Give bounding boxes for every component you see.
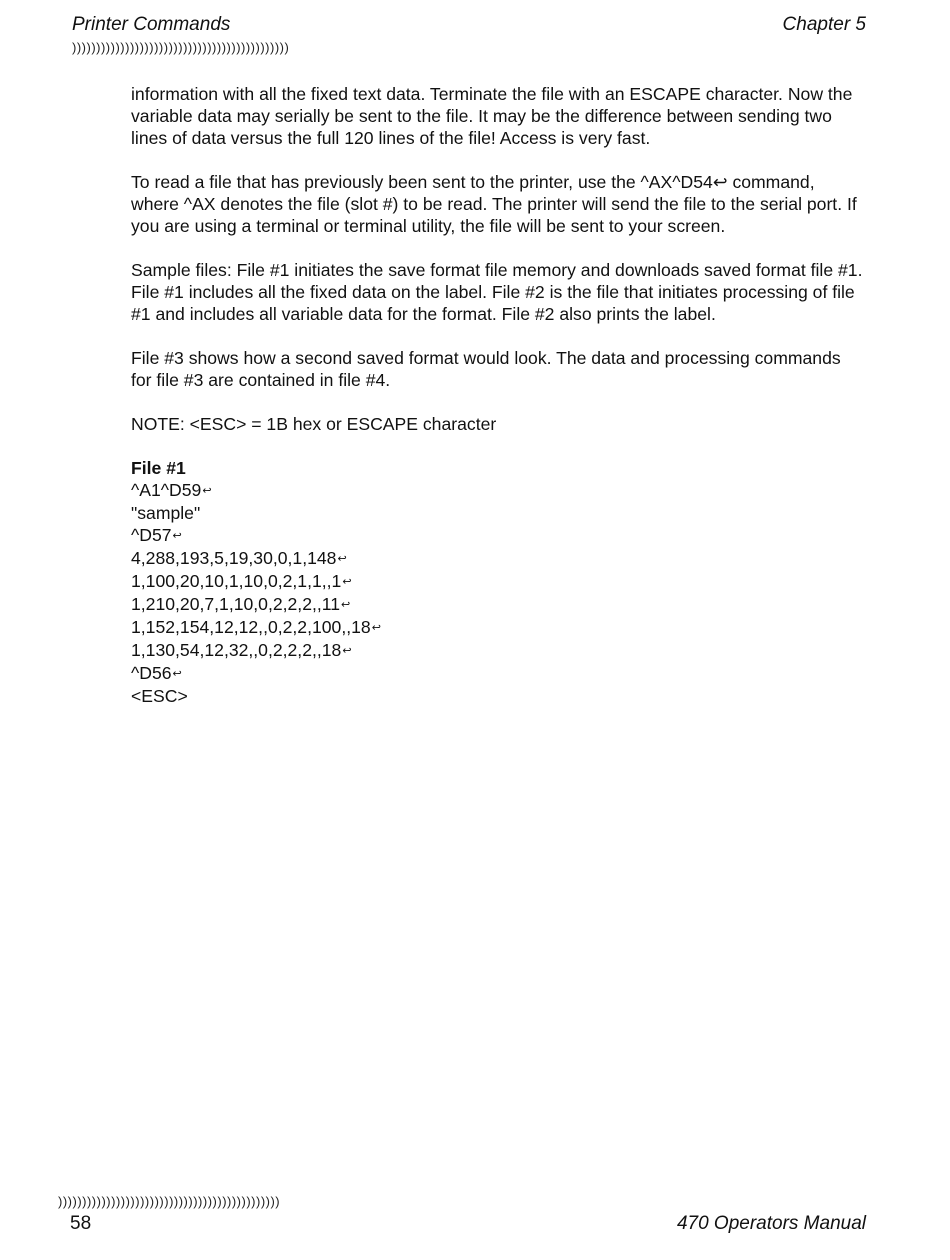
code-line [131,570,866,593]
chapter-section-title: Printer Commands [72,14,231,35]
code-line [131,502,866,524]
file1-listing [131,457,866,707]
code-line-text: ^A1^D59 [131,480,202,500]
page-body [131,83,866,707]
code-line [131,524,866,547]
note-paragraph: NOTE: <ESC> = 1B hex or ESCAPE character [131,414,497,434]
code-line-text: "sample" [131,503,201,523]
manual-title: 470 Operators Manual [676,1213,866,1234]
return-icon: ↩ [202,485,212,497]
return-icon: ↩ [337,553,347,565]
code-line-text: ^D56 [131,663,172,683]
code-line [131,593,866,616]
code-line [131,662,866,685]
code-line [131,639,866,662]
code-line-text: 1,100,20,10,1,10,0,2,1,1,,1 [131,571,342,591]
running-footer [70,1213,866,1237]
code-line [131,685,866,707]
footer-rule: )))))))))))))))))))))))))))))))))))))))))))))) [58,1194,281,1209]
code-line [131,616,866,639]
running-header [72,14,866,38]
paragraph: information with all the fixed text data. Terminate the file with an ESCAPE character. Now the variable data may serially be sent to the file. It may be the difference between sending two lines of data versus the full 120 lines of the file! Access is very fast. [131,84,853,148]
return-icon: ↩ [342,645,352,657]
header-rule: ))))))))))))))))))))))))))))))))))))))))))))) [72,40,290,55]
paragraph: To read a file that has previously been sent to the printer, use the ^AX^D54↩ command, where ^AX denotes the file (slot #) to be read. The printer will send the file to the serial port. If you are using a terminal or terminal utility, the file will be sent to your screen. [131,172,857,236]
return-icon: ↩ [371,622,381,634]
code-line [131,479,866,502]
return-icon: ↩ [172,668,182,680]
return-icon: ↩ [342,576,352,588]
page-number: 58 [70,1213,92,1234]
code-line-text: ^D57 [131,525,172,545]
paragraph: File #3 shows how a second saved format would look. The data and processing commands for file #3 are contained in file #4. [131,348,841,390]
file1-lines [131,479,866,707]
code-line-text: 1,152,154,12,12,,0,2,2,100,,18 [131,617,371,637]
paragraph: Sample files: File #1 initiates the save format file memory and downloads saved format file #1. File #1 includes all the fixed data on the label. File #2 is the file that initiates processing of file #1 and includes all variable data for the format. File #2 also prints the label. [131,260,863,324]
return-icon: ↩ [341,599,351,611]
code-line-text: 1,130,54,12,32,,0,2,2,2,,18 [131,640,342,660]
return-icon: ↩ [172,530,182,542]
code-line-text: 4,288,193,5,19,30,0,1,148 [131,548,337,568]
code-line [131,547,866,570]
file1-heading: File #1 [131,458,186,478]
code-line-text: 1,210,20,7,1,10,0,2,2,2,,11 [131,594,341,614]
code-line-text: <ESC> [131,686,188,706]
chapter-label: Chapter 5 [782,14,866,35]
